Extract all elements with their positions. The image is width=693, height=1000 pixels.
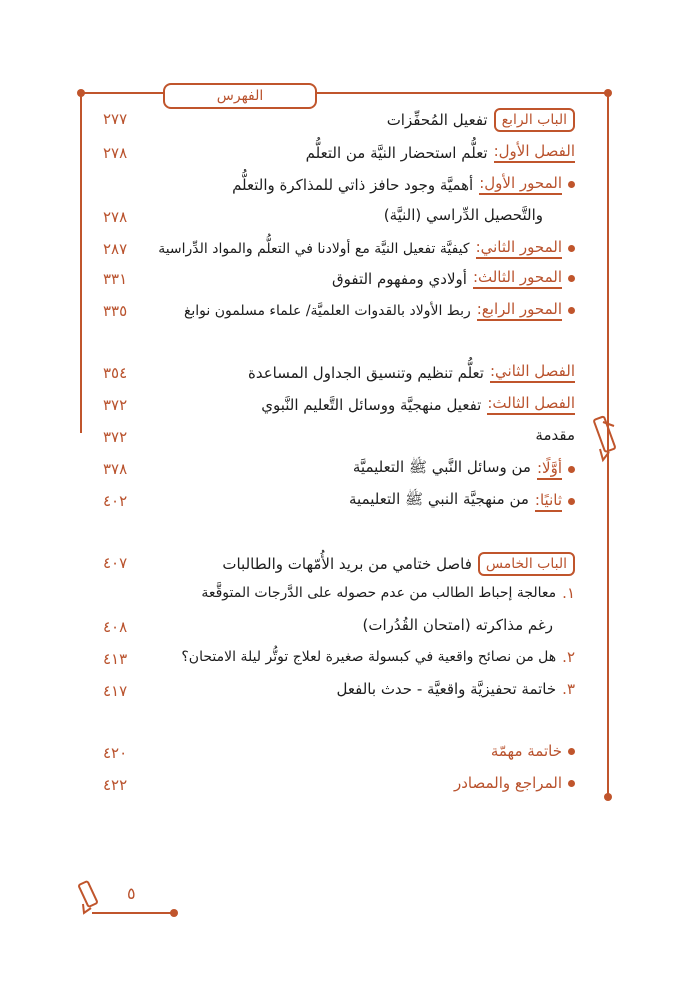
entry-text: تعلُّم تنظيم وتنسيق الجداول المساعدة [248,363,484,382]
bullet-icon [568,466,575,473]
entry-line [384,206,543,224]
page-ref: ٣٥٤ [103,364,128,382]
toc-entry[interactable] [0,104,693,134]
entry-line [349,490,575,512]
bottom-rule [92,912,174,914]
bullet-icon [568,780,575,787]
entry-line [491,742,575,760]
toc-entry[interactable] [0,202,693,232]
entry-line [332,268,575,289]
entry-text: تفعيل منهجيَّة ووسائل التَّعليم النَّبوي [261,395,482,414]
page-ref: ٢٧٨ [103,144,128,162]
toc-entry[interactable] [0,390,693,420]
entry-text: من منهجيَّة النبي ﷺ التعليمية [349,490,529,508]
bullet-icon [568,275,575,282]
entry-label: المحور الأول: [479,174,562,195]
bullet-icon [568,307,575,314]
page-number: ٥ [127,884,136,903]
bullet-icon [568,181,575,188]
entry-line [181,648,575,666]
bottom-rule-dot [170,909,178,917]
entry-label: ثانيًا: [535,491,562,512]
entry-line [362,616,553,634]
entry-line [454,774,575,792]
toc-entry[interactable] [0,644,693,674]
top-rule [80,92,610,94]
page-title: الفهرس [163,83,317,109]
page-ref: ٣٧٢ [103,396,128,414]
page-ref: ٤٠٧ [103,554,128,572]
entry-line [222,552,575,576]
entry-line [535,426,575,444]
bullet-icon [568,498,575,505]
entry-text: هل من نصائح واقعية في كبسولة صغيرة لعلاج توتُّر ليلة الامتحان؟ [181,649,557,665]
entry-text: المراجع والمصادر [453,774,562,792]
page-ref: ٣٧٢ [103,428,128,446]
entry-line [248,362,575,383]
entry-text: خاتمة مهمّة [490,742,562,760]
page-ref: ٣٣٥ [103,302,128,320]
bullet-icon [568,245,575,252]
toc-entry[interactable] [0,234,693,264]
entry-line [201,584,575,602]
page-ref: ٤٠٢ [103,492,128,510]
entry-label: الفصل الثالث: [487,394,575,415]
entry-text: والتَّحصيل الدِّراسي (النيَّة) [383,206,543,224]
page-ref: ٣٧٨ [103,460,128,478]
entry-line [337,680,575,698]
pencil-icon [76,880,102,916]
bullet-icon [568,748,575,755]
entry-label: الفصل الأول: [494,142,575,163]
entry-label: المحور الرابع: [477,300,562,321]
page-ref: ٤١٧ [103,682,128,700]
entry-text: فاصل ختامي من بريد الأُمّهات والطالبات [222,555,472,573]
entry-text: معالجة إحباط الطالب من عدم حصوله على الدَّرجات المتوقَّعة [201,585,557,601]
toc-entry[interactable] [0,486,693,516]
page-ref: ٢٨٧ [103,240,128,258]
page-ref: ٤٢٢ [103,776,128,794]
entry-text: تعلُّم استحضار النيَّة من التعلُّم [305,143,488,162]
entry-label: ٢. [562,648,575,666]
entry-line [158,238,575,259]
toc-entry[interactable] [0,676,693,706]
entry-text: من وسائل النَّبي ﷺ التعليميَّة [352,458,531,476]
toc-entry[interactable] [0,580,693,610]
page-ref: ٢٧٨ [103,208,128,226]
toc-entry[interactable] [0,264,693,294]
toc-entry[interactable] [0,770,693,800]
toc-entry[interactable] [0,738,693,768]
entry-line [261,394,575,415]
toc-entry[interactable] [0,612,693,642]
toc-entry[interactable] [0,358,693,388]
entry-label: المحور الثالث: [473,268,562,289]
entry-text: كيفيَّة تفعيل النيَّة مع أولادنا في التعلُّم والمواد الدِّراسية [158,240,470,257]
entry-label: المحور الثاني: [476,238,562,259]
page-ref: ٤٠٨ [103,618,128,636]
toc-entry[interactable] [0,170,693,200]
entry-label: ١. [562,584,575,602]
entry-label: الفصل الثاني: [490,362,575,383]
entry-line [184,300,575,321]
entry-line [353,458,575,480]
entry-text: تفعيل المُحفِّزات [386,111,488,129]
page-ref: ٣٣١ [103,270,128,288]
entry-text: أهميَّة وجود حافز ذاتي للمذاكرة والتعلُّم [232,175,474,194]
toc-entry[interactable] [0,454,693,484]
entry-line [232,174,575,195]
page-ref: ٤١٣ [103,650,128,668]
entry-text: رغم مذاكرته (امتحان القُدُرات) [362,616,553,634]
page-ref: ٤٢٠ [103,744,128,762]
entry-line [306,142,575,163]
toc-entry[interactable] [0,548,693,578]
toc-entry[interactable] [0,138,693,168]
section-box: الباب الرابع [494,108,575,132]
toc-entry[interactable] [0,422,693,452]
toc-entry[interactable] [0,296,693,326]
entry-text: خاتمة تحفيزيَّة واقعيَّة - حدث بالفعل [336,680,557,698]
entry-label: ٣. [562,680,575,698]
entry-label: أوَّلًا: [537,459,562,480]
entry-text: ربط الأولاد بالقدوات العلميَّة/ علماء مسلمون نوابغ [183,302,471,319]
section-box: الباب الخامس [478,552,575,576]
page-ref: ٢٧٧ [103,110,128,128]
entry-text: أولادي ومفهوم التفوق [331,269,467,288]
entry-line [387,108,575,132]
entry-text: مقدمة [535,426,575,444]
